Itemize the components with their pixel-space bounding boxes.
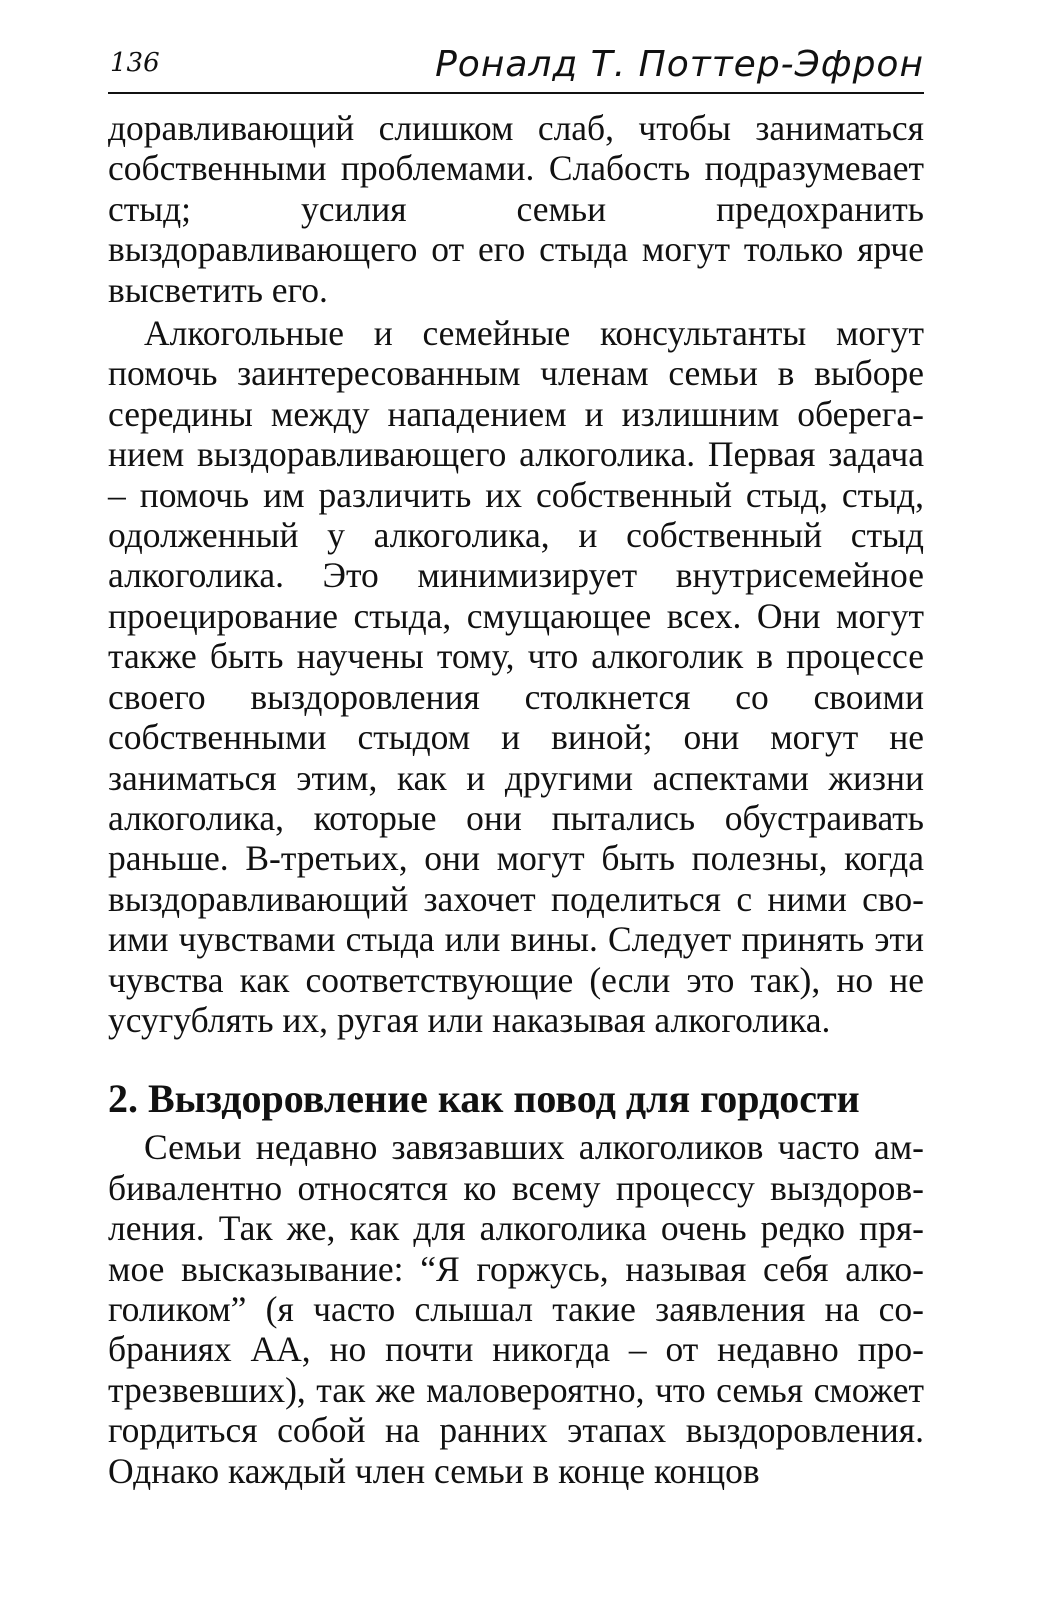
- running-title: Роналд Т. Поттер-Эфрон: [435, 44, 924, 85]
- paragraph-consultants: Алкогольные и семейные консультанты могут помочь заинтересованным членам семьи в выборе середины между нападением и излишним обереганием выздоравливающего алкоголика. Первая задача – помочь им различить их собственный стыд, стыд, одолженный у алкоголика, и собственный стыд алкоголика. Это минимизирует внутрисемейное проецирование стыда, смущающее всех. Они могут также быть научены тому, что алкоголик в процессе своего выздоровления столкнется со своими собственными стыдом и виной; они могут не заниматься этим, как и другими аспектами жизни алкоголика, которые они пытались обустраивать раньше. В-третьих, они могут быть полезны, когда выздоравливающий захочет поделиться с ними своими чувствами стыда или вины. Следует принять эти чувства как соответствующие (если это так), но не усугублять их, ругая или наказывая алкоголика.: [108, 313, 924, 1040]
- paragraph-continuation: доравливающий слишком слаб, чтобы заниматься собственными проблемами. Слабость подразумевает стыд; усилия семьи предохранить выздоравливающего от его стыда могут только ярче высветить его.: [108, 108, 924, 310]
- running-header: [108, 42, 924, 94]
- paragraph-section-body: Семьи недавно завязавших алкоголиков часто амбивалентно относятся ко всему процессу выздоровления. Так же, как для алкоголика очень редко прямое высказывание: “Я горжусь, называя себя алкоголиком” (я часто слышал такие заявления на собраниях АА, но почти никогда – от недавно протрезвевших), так же маловероятно, что семья сможет гордиться собой на ранних этапах выздоровления. Однако каждый член семьи в конце концов: [108, 1127, 924, 1491]
- book-page: [108, 42, 924, 1491]
- page-number: 136: [110, 48, 160, 78]
- section-heading: 2. Выздоровление как повод для гордости: [108, 1076, 860, 1122]
